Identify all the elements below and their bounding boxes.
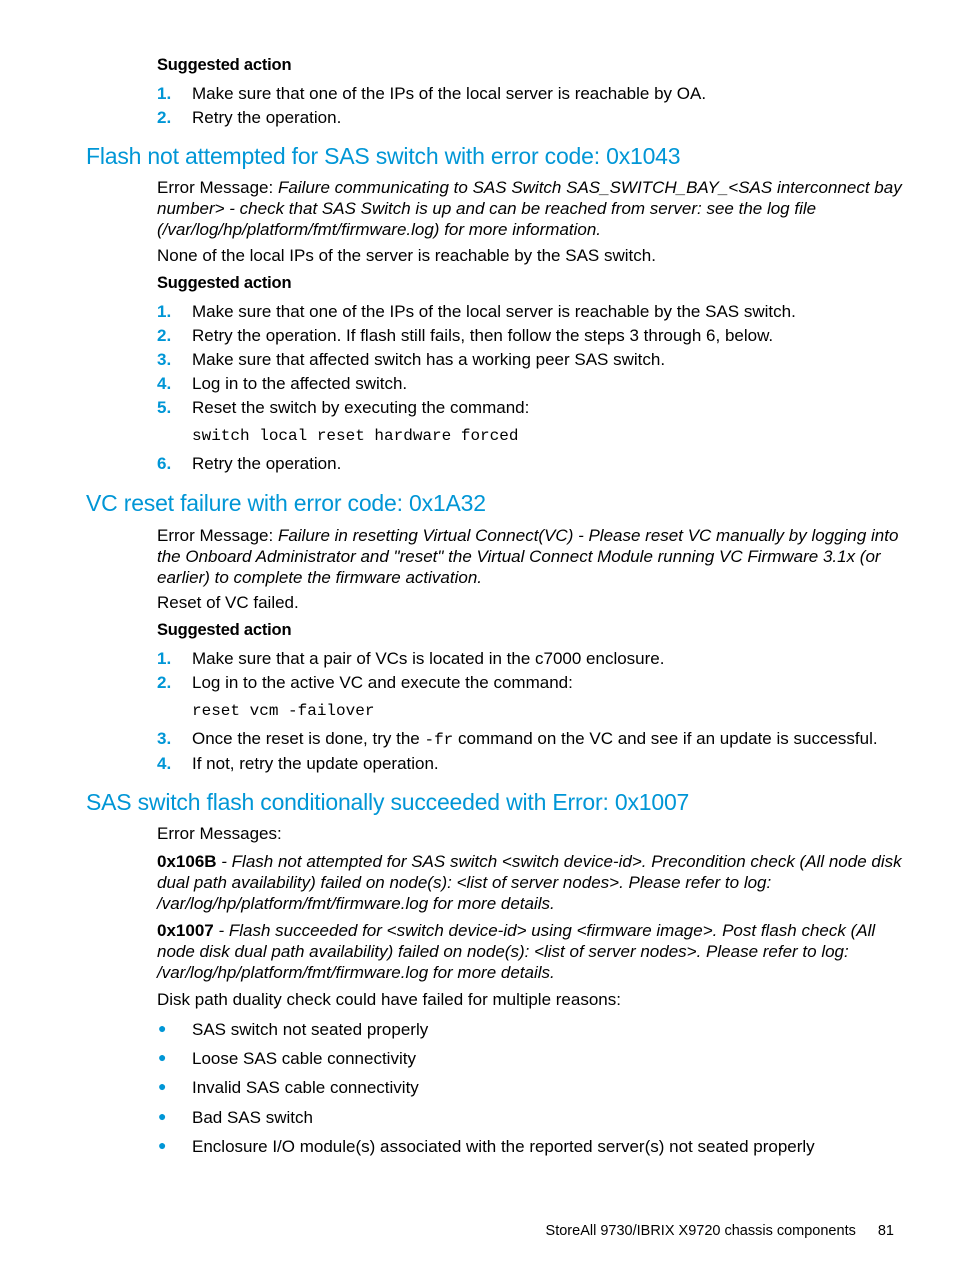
bullet-icon: ●	[158, 1137, 167, 1153]
bullet-icon: ●	[158, 1078, 167, 1094]
command-code: switch local reset hardware forced	[192, 427, 519, 445]
error-text: number> - check that SAS Switch is up and can be reached from server: see the log file	[157, 199, 817, 218]
list-text	[192, 729, 878, 749]
error-text: - Flash not attempted for SAS switch <switch device-id>. Precondition check (All node disk	[216, 852, 902, 871]
bullet-icon: ●	[158, 1049, 167, 1065]
list-item	[157, 374, 897, 398]
error-text: Failure communicating to SAS Switch SAS_SWITCH_BAY_<SAS interconnect bay	[277, 178, 902, 197]
list-item	[157, 350, 897, 374]
error-messages-label: Error Messages:	[157, 824, 282, 843]
page-number: 81	[877, 1223, 894, 1239]
list-item	[157, 84, 897, 108]
inline-command: -fr	[424, 731, 454, 749]
error-text: - Flash succeeded for <switch device-id> using <firmware image>. Post flash check (All	[213, 921, 876, 940]
footer-title: StoreAll 9730/IBRIX X9720 chassis components	[545, 1223, 856, 1239]
list-text: Retry the operation. If flash still fails, then follow the steps 3 through 6, below.	[192, 326, 774, 345]
list-number: 5.	[157, 398, 172, 417]
suggested-action-label: Suggested action	[157, 274, 292, 292]
list-number: 2.	[157, 326, 172, 345]
list-number: 6.	[157, 454, 172, 473]
list-text: Log in to the affected switch.	[192, 374, 408, 393]
error-message-0x106b	[157, 851, 902, 914]
list-item	[157, 729, 897, 753]
list-item	[157, 754, 897, 778]
suggested-action-label: Suggested action	[157, 621, 292, 639]
list-number: 4.	[157, 374, 172, 393]
description: Reset of VC failed.	[157, 593, 299, 612]
list-text: Make sure that one of the IPs of the local server is reachable by the SAS switch.	[192, 302, 796, 321]
bullet-text: Bad SAS switch	[192, 1108, 313, 1127]
list-text: Log in to the active VC and execute the command:	[192, 673, 573, 692]
command-code: reset vcm -failover	[192, 702, 375, 720]
list-number: 1.	[157, 649, 172, 668]
list-text: If not, retry the update operation.	[192, 754, 439, 773]
list-item	[157, 326, 897, 350]
error-text: the Onboard Administrator and "reset" the Virtual Connect Module running VC Firmware 3.1x (or	[157, 547, 881, 566]
error-code: 0x106B	[157, 852, 217, 871]
error-message-0x1007	[157, 920, 899, 983]
list-text: Make sure that one of the IPs of the local server is reachable by OA.	[192, 84, 707, 103]
bullet-text: SAS switch not seated properly	[192, 1020, 429, 1039]
list-item	[157, 302, 897, 326]
error-text: Failure in resetting Virtual Connect(VC) - Please reset VC manually by logging into	[277, 526, 899, 545]
bullet-item	[157, 1049, 897, 1073]
list-text-part: command on the VC and see if an update is successful.	[453, 729, 878, 748]
error-label: Error Message:	[157, 526, 278, 545]
section-heading-0x1007: SAS switch flash conditionally succeeded with Error: 0x1007	[86, 789, 690, 815]
list-text: Retry the operation.	[192, 108, 342, 127]
bullet-text: Invalid SAS cable connectivity	[192, 1078, 419, 1097]
list-item	[157, 108, 897, 132]
bullet-icon: ●	[158, 1020, 167, 1036]
bullet-item	[157, 1078, 897, 1102]
list-text: Make sure that a pair of VCs is located in the c7000 enclosure.	[192, 649, 665, 668]
bullet-text: Loose SAS cable connectivity	[192, 1049, 416, 1068]
bullet-item	[157, 1137, 897, 1161]
list-text: Make sure that affected switch has a working peer SAS switch.	[192, 350, 666, 369]
bullet-item	[157, 1108, 897, 1132]
error-label: Error Message:	[157, 178, 278, 197]
list-item	[157, 673, 897, 697]
list-item	[157, 649, 897, 673]
description: None of the local IPs of the server is reachable by the SAS switch.	[157, 246, 656, 265]
error-text: /var/log/hp/platform/fmt/firmware.log for more details.	[157, 894, 555, 913]
description: Disk path duality check could have failed for multiple reasons:	[157, 990, 621, 1009]
error-message	[157, 525, 899, 588]
bullet-icon: ●	[158, 1108, 167, 1124]
error-text: (/var/log/hp/platform/fmt/firmware.log) for more information.	[157, 220, 602, 239]
error-text: /var/log/hp/platform/fmt/firmware.log for more details.	[157, 963, 555, 982]
list-text: Retry the operation.	[192, 454, 342, 473]
section-heading-0x1a32: VC reset failure with error code: 0x1A32	[86, 490, 486, 516]
section-heading-0x1043: Flash not attempted for SAS switch with error code: 0x1043	[86, 143, 681, 169]
error-code: 0x1007	[157, 921, 214, 940]
list-number: 3.	[157, 729, 172, 748]
list-number: 4.	[157, 754, 172, 773]
bullet-item	[157, 1020, 897, 1044]
list-number: 1.	[157, 302, 172, 321]
error-text: node disk dual path availability) failed on node(s): <list of server nodes>. Please refer to log:	[157, 942, 849, 961]
list-number: 3.	[157, 350, 172, 369]
error-text: dual path availability) failed on node(s): <list of server nodes>. Please refer to log:	[157, 873, 772, 892]
list-number: 2.	[157, 673, 172, 692]
list-text: Reset the switch by executing the command:	[192, 398, 530, 417]
list-item	[157, 398, 897, 422]
list-item	[157, 454, 897, 478]
suggested-action-label: Suggested action	[157, 56, 292, 74]
bullet-text: Enclosure I/O module(s) associated with the reported server(s) not seated properly	[192, 1137, 815, 1156]
list-text-part: Once the reset is done, try the	[192, 729, 425, 748]
list-number: 1.	[157, 84, 172, 103]
list-number: 2.	[157, 108, 172, 127]
error-text: earlier) to complete the firmware activation.	[157, 568, 483, 587]
page-footer	[546, 1223, 894, 1239]
error-message	[157, 177, 902, 240]
